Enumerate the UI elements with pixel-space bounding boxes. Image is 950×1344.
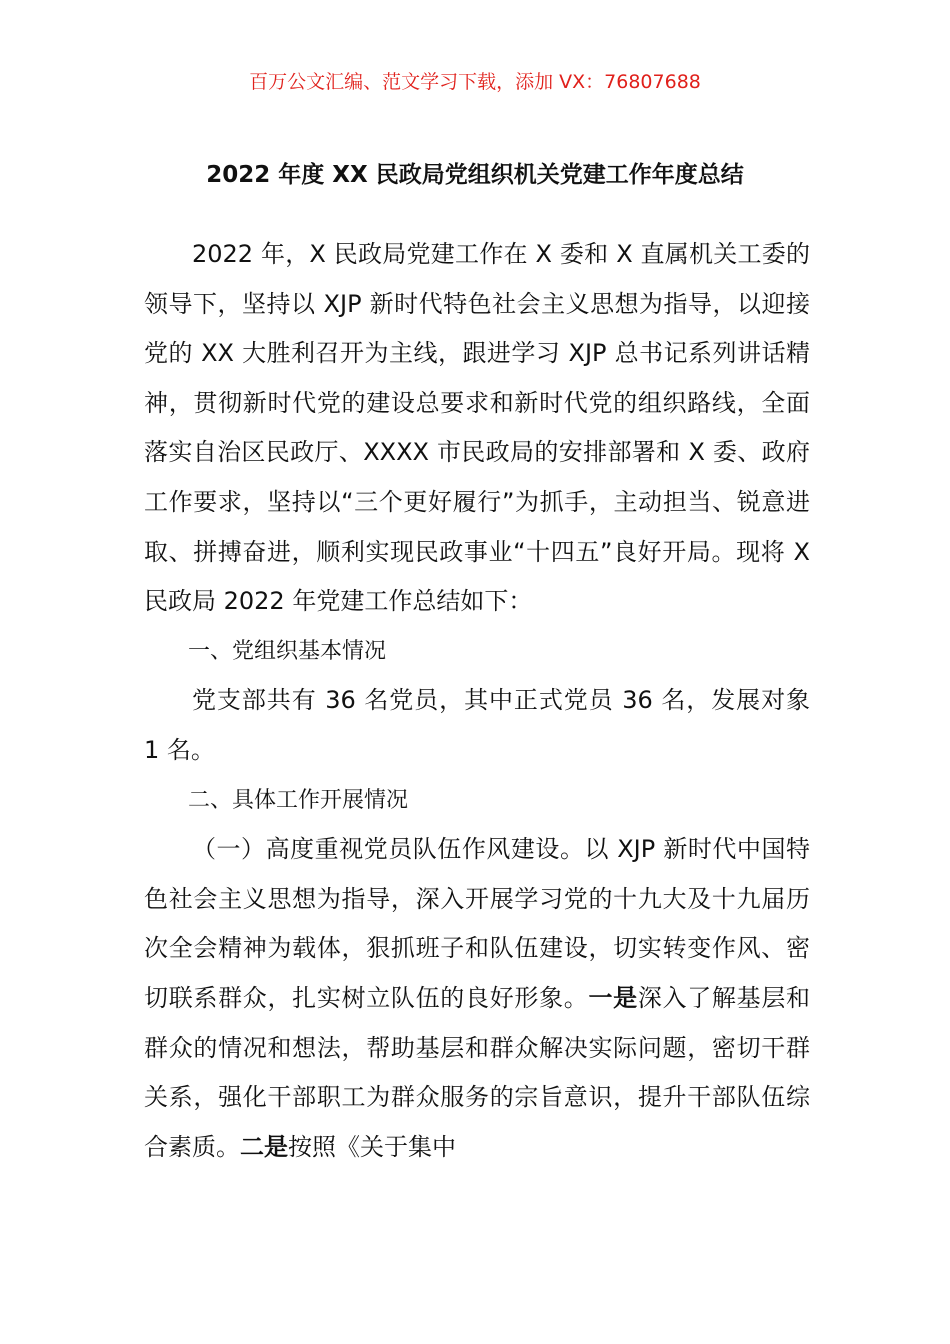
document-title: 2022 年度 XX 民政局党组织机关党建工作年度总结 xyxy=(206,162,744,188)
section-heading-2: 二、具体工作开展情况 xyxy=(188,787,409,813)
point-1-label: 一是 xyxy=(588,983,638,1012)
point-1-text: 深入了解基层和群众的情况和想法，帮助基层和群众解决实际问题，密切干群关系，强化干部职工为群众服务的宗旨意识，提升干部队伍综合素质。 xyxy=(144,983,811,1161)
document-body xyxy=(144,230,810,1172)
section-2-lead: （一）高度重视党员队伍作风建设。以 XJP 新时代中国特色社会主义思想为指导，深入开展学习党的十九大及十九届历次全会精神为载体，狠抓班子和队伍建设，切实转变作风、密切联系群众，扎实树立队伍的良好形象。 xyxy=(144,835,810,1012)
point-2-label: 二是 xyxy=(240,1132,288,1161)
section-2-paragraph xyxy=(144,825,810,1172)
section-heading-1: 一、党组织基本情况 xyxy=(188,638,387,664)
point-2-text: 按照《关于集中 xyxy=(288,1132,456,1161)
intro-paragraph: 2022 年，X 民政局党建工作在 X 委和 X 直属机关工委的领导下，坚持以 XJP 新时代特色社会主义思想为指导，以迎接党的 XX 大胜利召开为主线，跟进学习 XJP 总书记系列讲话精神，贯彻新时代党的建设总要求和新时代党的组织路线，全面落实自治区民政厅、XXXX 市民政局的安排部署和 X 委、政府工作要求，坚持以“三个更好履行”为抓手，主动担当、锐意进取、拼搏奋进，顺利实现民政事业“十四五”良好开局。现将 X 民政局 2022 年党建工作总结如下： xyxy=(144,240,810,616)
watermark-text: 百万公文汇编、范文学习下载，添加 VX：76807688 xyxy=(249,71,701,93)
section-1-paragraph: 党支部共有 36 名党员，其中正式党员 36 名，发展对象 1 名。 xyxy=(144,686,810,764)
